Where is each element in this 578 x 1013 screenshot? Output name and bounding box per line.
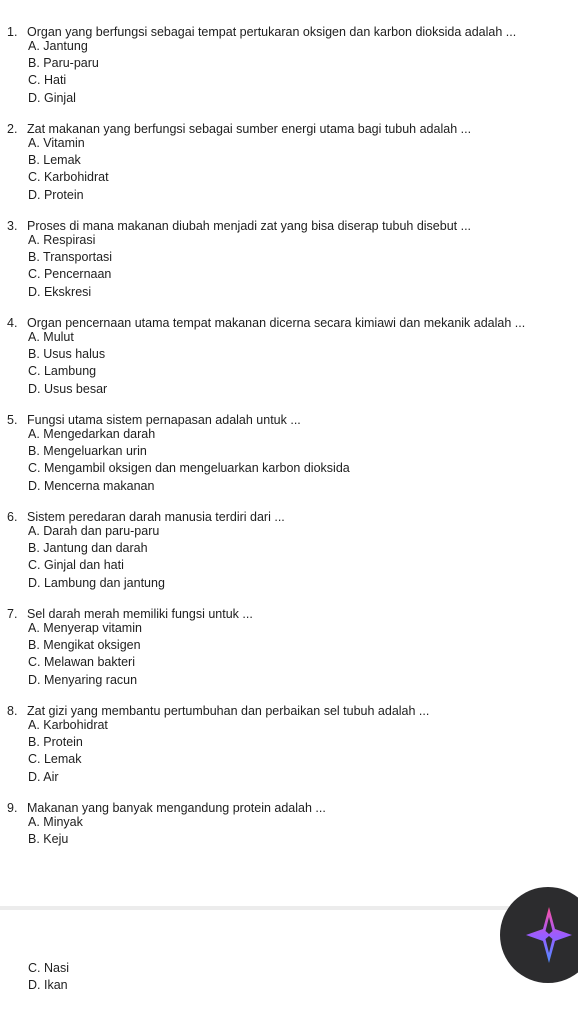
question-7-option-b[interactable]: B. Mengikat oksigen (28, 638, 141, 652)
question-9-option-d[interactable]: D. Ikan (28, 978, 68, 992)
page-break-divider (0, 906, 578, 910)
question-9-text: 9. Makanan yang banyak mengandung protein adalah ... (7, 801, 326, 815)
sparkle-star-icon (526, 907, 572, 963)
question-1-option-c[interactable]: C. Hati (28, 73, 67, 87)
question-3-option-d[interactable]: D. Ekskresi (28, 285, 92, 299)
question-4-option-d[interactable]: D. Usus besar (28, 382, 108, 396)
question-9-option-b[interactable]: B. Keju (28, 832, 69, 846)
question-1-option-a[interactable]: A. Jantung (28, 39, 88, 53)
question-3-text: 3. Proses di mana makanan diubah menjadi zat yang bisa diserap tubuh disebut ... (7, 219, 472, 233)
question-3-option-a[interactable]: A. Respirasi (28, 233, 96, 247)
question-2-option-c[interactable]: C. Karbohidrat (28, 170, 109, 184)
question-7-option-d[interactable]: D. Menyaring racun (28, 673, 138, 687)
question-1-option-b[interactable]: B. Paru-paru (28, 56, 99, 70)
question-5-option-a[interactable]: A. Mengedarkan darah (28, 427, 156, 441)
question-4-option-b[interactable]: B. Usus halus (28, 347, 106, 361)
question-3-option-c[interactable]: C. Pencernaan (28, 267, 112, 281)
question-2-option-a[interactable]: A. Vitamin (28, 136, 85, 150)
question-7-option-a[interactable]: A. Menyerap vitamin (28, 621, 142, 635)
question-5-option-c[interactable]: C. Mengambil oksigen dan mengeluarkan karbon dioksida (28, 461, 350, 475)
question-4-option-c[interactable]: C. Lambung (28, 364, 97, 378)
question-8-option-d[interactable]: D. Air (28, 770, 59, 784)
question-6-text: 6. Sistem peredaran darah manusia terdiri dari ... (7, 510, 285, 524)
question-9-option-c[interactable]: C. Nasi (28, 961, 69, 975)
question-6-option-a[interactable]: A. Darah dan paru-paru (28, 524, 160, 538)
question-4-text: 4. Organ pencernaan utama tempat makanan dicerna secara kimiawi dan mekanik adalah ... (7, 316, 526, 330)
question-7-option-c[interactable]: C. Melawan bakteri (28, 655, 135, 669)
question-6-option-b[interactable]: B. Jantung dan darah (28, 541, 148, 555)
question-7-text: 7. Sel darah merah memiliki fungsi untuk ... (7, 607, 253, 621)
assistant-fab-button[interactable] (500, 887, 578, 983)
question-5-option-d[interactable]: D. Mencerna makanan (28, 479, 155, 493)
question-2-text: 2. Zat makanan yang berfungsi sebagai sumber energi utama bagi tubuh adalah ... (7, 122, 472, 136)
question-5-text: 5. Fungsi utama sistem pernapasan adalah untuk ... (7, 413, 301, 427)
question-9-option-a[interactable]: A. Minyak (28, 815, 83, 829)
question-8-text: 8. Zat gizi yang membantu pertumbuhan dan perbaikan sel tubuh adalah ... (7, 704, 430, 718)
question-2-option-b[interactable]: B. Lemak (28, 153, 81, 167)
question-8-option-a[interactable]: A. Karbohidrat (28, 718, 108, 732)
question-3-option-b[interactable]: B. Transportasi (28, 250, 113, 264)
question-1-option-d[interactable]: D. Ginjal (28, 91, 76, 105)
question-4-option-a[interactable]: A. Mulut (28, 330, 74, 344)
question-8-option-c[interactable]: C. Lemak (28, 752, 82, 766)
question-6-option-d[interactable]: D. Lambung dan jantung (28, 576, 165, 590)
question-8-option-b[interactable]: B. Protein (28, 735, 83, 749)
question-2-option-d[interactable]: D. Protein (28, 188, 84, 202)
question-5-option-b[interactable]: B. Mengeluarkan urin (28, 444, 147, 458)
question-1-text: 1. Organ yang berfungsi sebagai tempat pertukaran oksigen dan karbon dioksida adalah ... (7, 25, 517, 39)
question-6-option-c[interactable]: C. Ginjal dan hati (28, 558, 124, 572)
